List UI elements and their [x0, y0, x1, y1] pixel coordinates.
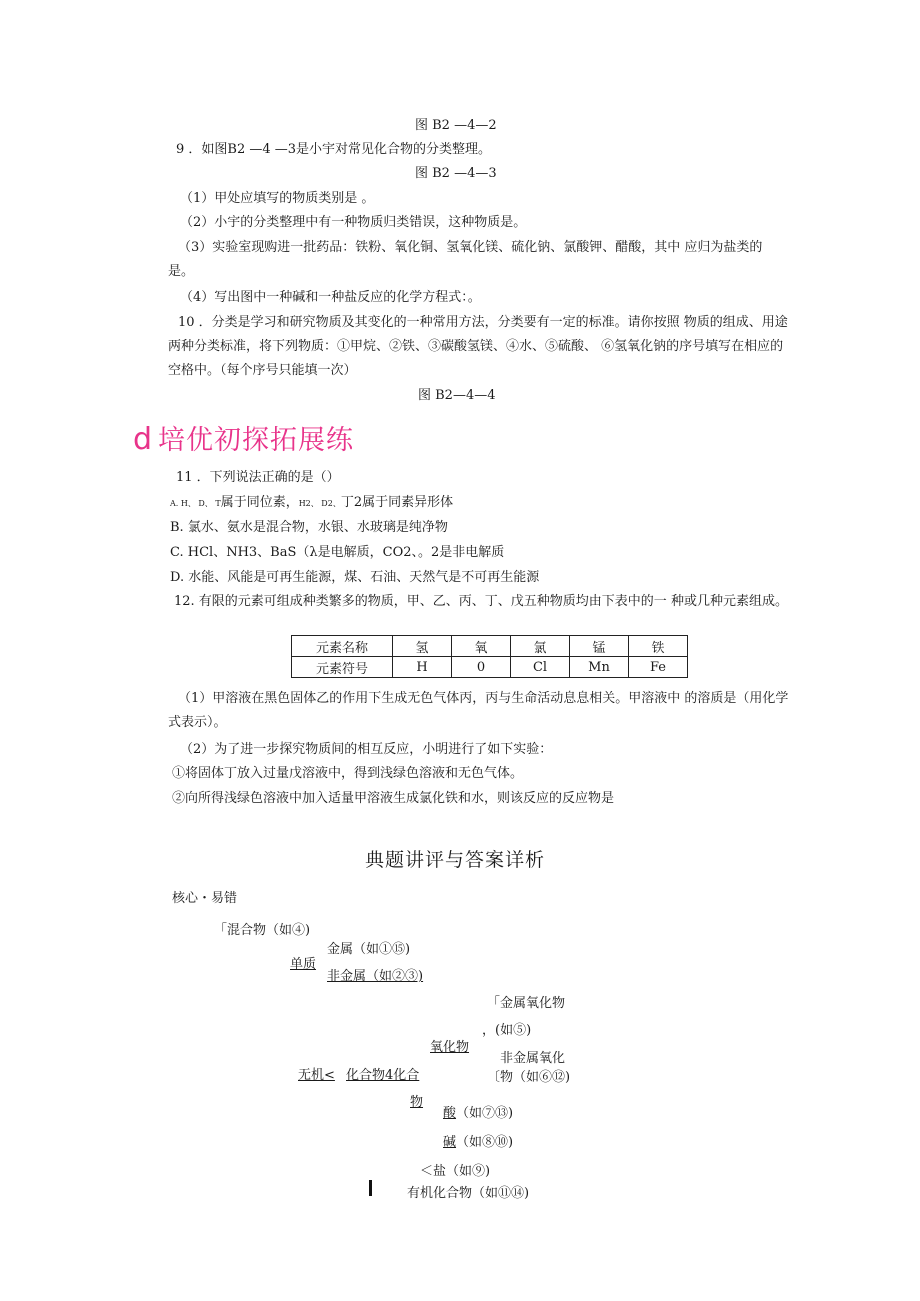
table-cell: 氯	[511, 636, 570, 657]
tree-nonmetal-oxide-example: 〔物（如⑥⑫)	[487, 1070, 571, 1085]
tree-nonmetal-oxide: 非金属氧化	[500, 1051, 566, 1066]
table-cell: 铁	[629, 636, 688, 657]
table-row	[292, 657, 688, 678]
question-12-stem: 12. 有限的元素可组成种类繁多的物质，甲、乙、丙、丁、戊五种物质均由下表中的一 种或几种元素组成。	[174, 594, 788, 609]
table-row	[292, 636, 688, 657]
question-11-option-d: D. 水能、风能是可再生能源，煤、石油、天然气是不可再生能源	[170, 570, 540, 585]
question-12-part-2: （2）为了进一步探究物质间的相互反应，小明进行了如下实验：	[180, 742, 553, 757]
table-cell: H	[393, 657, 452, 678]
tree-metal: 金属（如①⑮)	[327, 942, 411, 957]
table-cell: 锰	[570, 636, 629, 657]
question-11-option-b: B. 氯水、氨水是混合物，水银、水玻璃是纯净物	[170, 520, 448, 535]
tree-base: 碱（如⑧⑩)	[443, 1135, 514, 1150]
table-cell: 元素名称	[292, 636, 393, 657]
tree-mixture: 「混合物（如④)	[214, 923, 311, 938]
tree-compound: 化合物4化合	[346, 1068, 420, 1083]
tree-organic: 有机化合物（如⑪⑭)	[407, 1186, 530, 1201]
table-cell: 氧	[452, 636, 511, 657]
figure-caption-b2-4-4: 图 B2—4—4	[418, 388, 496, 403]
question-10-text: 10 ．分类是学习和研究物质及其变化的一种常用方法，分类要有一定的标准。请你按照 物质的组成、用途两种分类标准，将下列物质：①甲烷、②铁、③碳酸氢镁、④水、⑤硫酸、 ⑥氢氧化钠的序号填写在相应的空格中。（每个序号只能填一次）	[168, 315, 788, 378]
section-heading	[133, 418, 354, 457]
question-9-part-2: （2）小宇的分类整理中有一种物质归类错误，这种物质是。	[180, 215, 527, 230]
figure-caption-b2-4-2: 图 B2 —4—2	[415, 118, 497, 133]
section-marker: d	[133, 422, 153, 457]
question-11-option-c: C. HCl、NH3、BaS（λ是电解质，CO2、。2是非电解质	[170, 545, 505, 560]
question-12-part-4: ②向所得浅绿色溶液中加入适量甲溶液生成氯化铁和水，则该反应的反应物是	[172, 791, 615, 806]
table-cell: Cl	[511, 657, 570, 678]
question-9-part-3: （3）实验室现购进一批药品：铁粉、氧化铜、氢氧化镁、硫化钠、氯酸钾、醋酸，其中 应归为盐类的是。	[168, 240, 763, 279]
question-11-option-a	[170, 491, 453, 510]
question-11-stem: 11 ．下列说法正确的是（）	[176, 470, 340, 485]
option-a-mid-1: 属于同位素，	[220, 495, 299, 510]
section-title: 培优初探拓展练	[158, 425, 355, 456]
tree-metal-oxide-example: ，(如⑤)	[482, 1023, 532, 1038]
tree-salt: ＜盐（如⑨)	[420, 1164, 491, 1179]
table-cell: Fe	[629, 657, 688, 678]
option-a-small-2: H2、 D2、	[298, 499, 341, 508]
question-9-part-4: （4）写出图中一种碱和一种盐反应的化学方程式：。	[180, 290, 481, 305]
tree-simple-substance: 单质	[290, 957, 317, 972]
table-cell: 氢	[393, 636, 452, 657]
option-a-small-1: A. H、 D、 T	[170, 499, 221, 508]
answer-subheading: 核心・易错	[172, 891, 238, 906]
tree-metal-oxide: 「金属氧化物	[487, 996, 566, 1011]
question-9-stem: 9 ．如图B2 —4 —3是小宇对常见化合物的分类整理。	[176, 142, 492, 157]
tree-bracket-bar	[369, 1180, 372, 1196]
tree-compound-cont: 物	[410, 1095, 424, 1110]
table-cell: 元素符号	[292, 657, 393, 678]
question-12-part-3: ①将固体丁放入过量戊溶液中，得到浅绿色溶液和无色气体。	[172, 766, 524, 781]
option-a-mid-2: 丁2属于同素异形体	[340, 495, 454, 510]
tree-acid: 酸（如⑦⑬)	[443, 1106, 514, 1121]
tree-oxide: 氧化物	[430, 1040, 470, 1055]
question-12-part-1: （1）甲溶液在黑色固体乙的作用下生成无色气体丙，丙与生命活动息息相关。甲溶液中 的溶质是（用化学式表示）。	[168, 691, 789, 730]
table-cell: Mn	[570, 657, 629, 678]
table-cell: 0	[452, 657, 511, 678]
tree-nonmetal: 非金属（如②③)	[327, 969, 424, 984]
figure-caption-b2-4-3: 图 B2 —4—3	[415, 166, 497, 181]
element-table	[291, 635, 688, 678]
question-9-part-1: （1）甲处应填写的物质类别是 。	[180, 191, 375, 206]
answer-section-title: 典题讲评与答案详析	[365, 849, 546, 871]
tree-inorganic: 无机<	[298, 1068, 335, 1083]
